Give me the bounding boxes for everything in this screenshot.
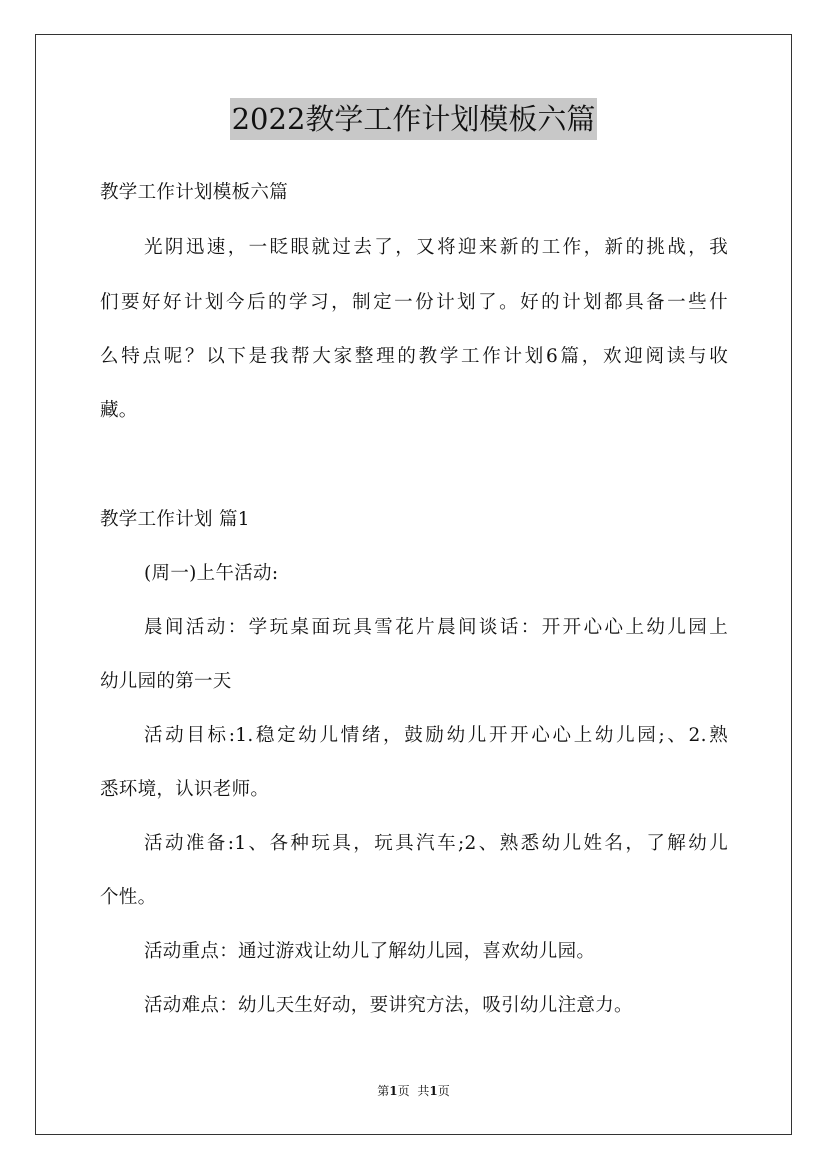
body-line-8: 活动重点：通过游戏让幼儿了解幼儿园，喜欢幼儿园。 xyxy=(144,941,596,962)
title-container xyxy=(0,98,827,140)
intro-line-3: 么特点呢？以下是我帮大家整理的教学工作计划6篇，欢迎阅读与收 xyxy=(100,346,728,367)
footer-total-prefix: 共 xyxy=(417,1084,430,1098)
intro-line-2: 们要好好计划今后的学习，制定一份计划了。好的计划都具备一些什 xyxy=(100,292,728,313)
footer-total-suffix: 页 xyxy=(437,1084,450,1098)
body-line-4: 活动目标:1.稳定幼儿情绪，鼓励幼儿开开心心上幼儿园;、2.熟 xyxy=(144,725,728,746)
body-line-3: 幼儿园的第一天 xyxy=(100,671,232,692)
intro-line-4: 藏。 xyxy=(100,400,138,421)
page-footer xyxy=(0,1083,827,1099)
body-line-2: 晨间活动：学玩桌面玩具雪花片晨间谈话：开开心心上幼儿园上 xyxy=(144,617,728,638)
footer-page-number: 1 xyxy=(389,1084,398,1098)
intro-line-1: 光阴迅速，一眨眼就过去了，又将迎来新的工作，新的挑战，我 xyxy=(144,237,728,258)
body-line-5: 悉环境，认识老师。 xyxy=(100,779,270,800)
body-line-1: (周一)上午活动: xyxy=(144,563,279,584)
footer-total-pages: 1 xyxy=(429,1084,438,1098)
section-heading: 教学工作计划 篇1 xyxy=(100,509,250,530)
document-title: 2022教学工作计划模板六篇 xyxy=(230,98,598,140)
footer-page-prefix: 第 xyxy=(377,1084,390,1098)
body-line-9: 活动难点：幼儿天生好动，要讲究方法，吸引幼儿注意力。 xyxy=(144,995,633,1016)
body-line-6: 活动准备:1、各种玩具，玩具汽车;2、熟悉幼儿姓名，了解幼儿 xyxy=(144,833,728,854)
subtitle: 教学工作计划模板六篇 xyxy=(100,182,289,203)
footer-page-suffix: 页 xyxy=(397,1084,410,1098)
body-line-7: 个性。 xyxy=(100,887,157,908)
